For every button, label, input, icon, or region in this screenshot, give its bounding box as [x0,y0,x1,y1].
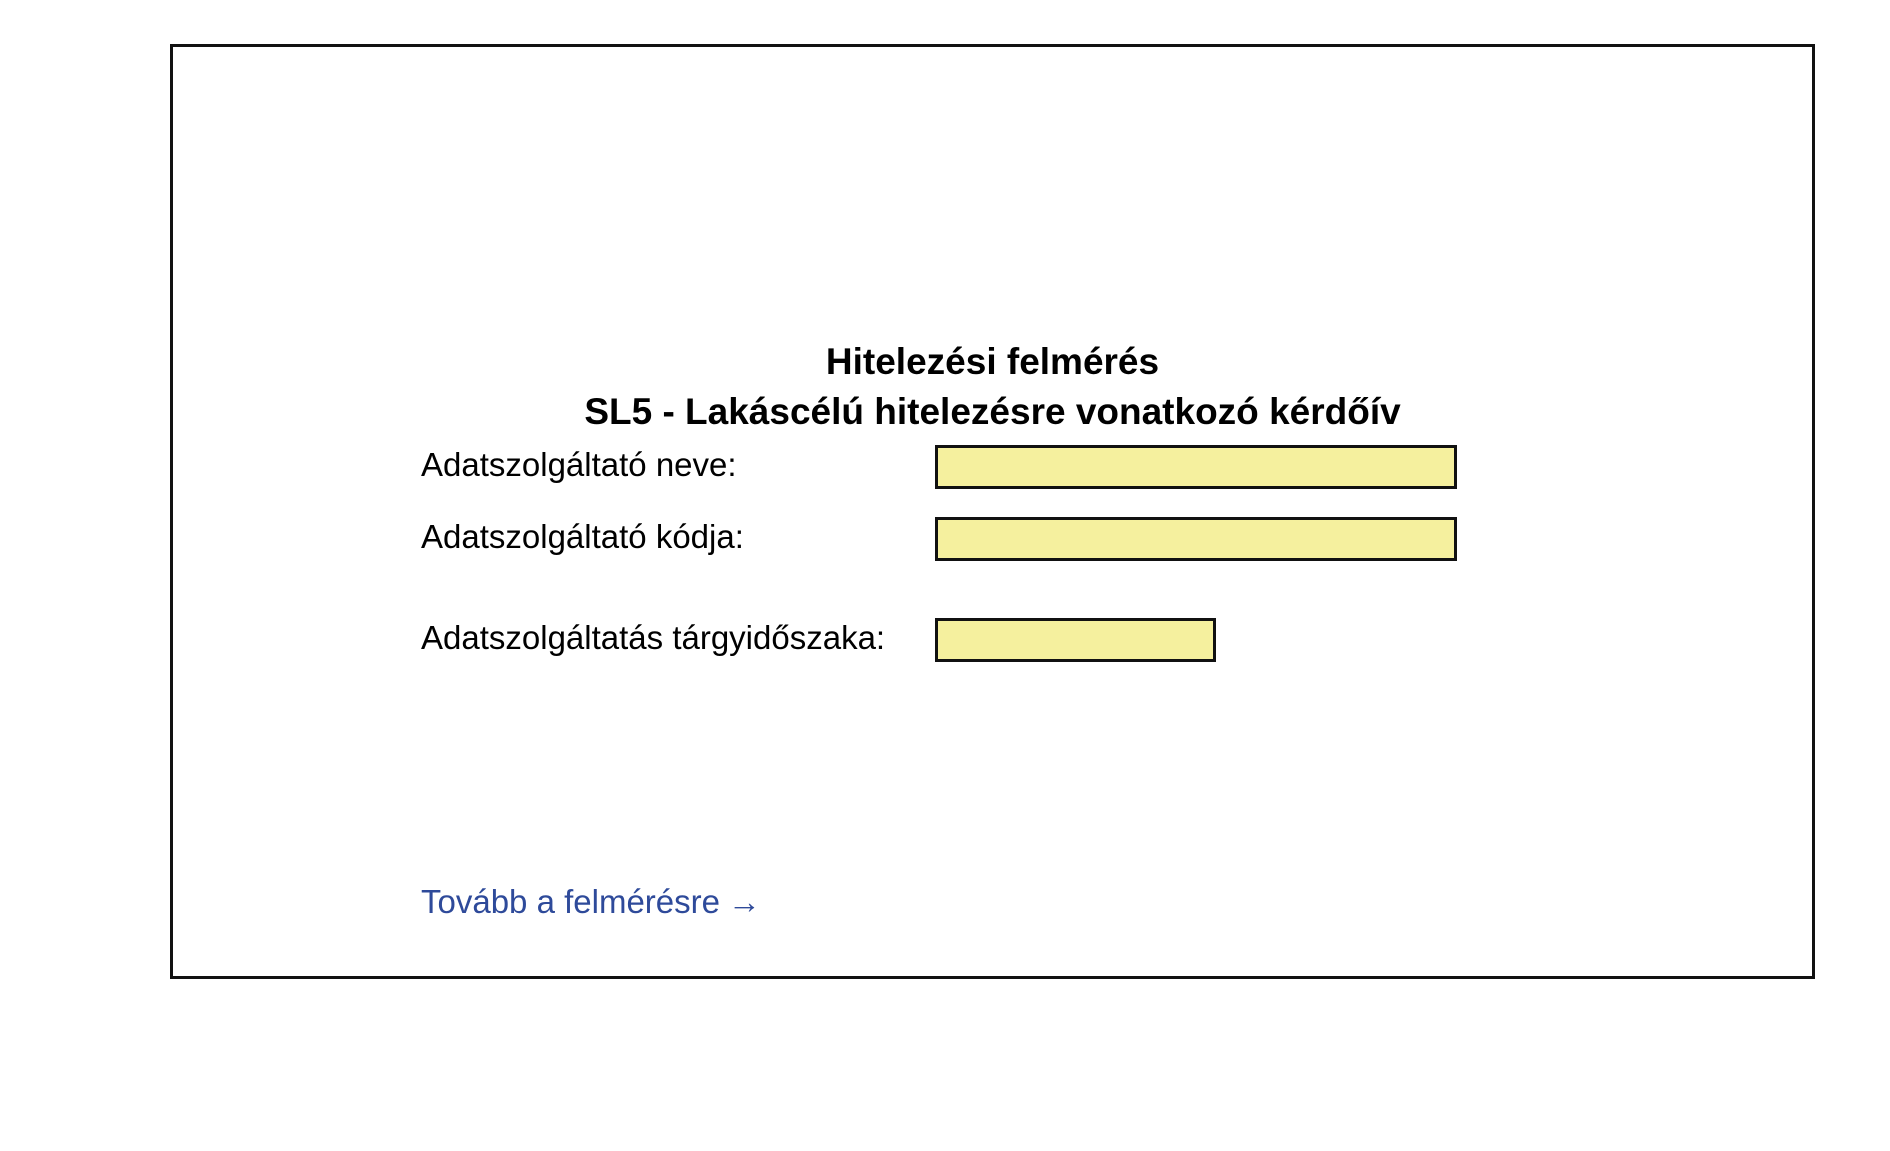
continue-link-label: Tovább a felmérésre [421,883,720,920]
continue-to-survey-link[interactable] [421,882,761,922]
provider-code-label: Adatszolgáltató kódja: [421,518,744,555]
survey-frame [170,44,1815,979]
provider-code-field[interactable] [935,517,1457,561]
provider-name-label: Adatszolgáltató neve: [421,446,737,483]
page-title [173,337,1812,437]
right-arrow-icon: → [727,883,761,920]
provider-code-input[interactable] [938,520,1454,558]
provider-name-input[interactable] [938,448,1454,486]
questionnaire-subtitle: SL5 - Lakáscélú hitelezésre vonatkozó kérdőív [584,391,1401,432]
reporting-period-input[interactable] [938,621,1213,659]
reporting-period-field[interactable] [935,618,1216,662]
provider-name-field[interactable] [935,445,1457,489]
survey-title: Hitelezési felmérés [825,341,1160,382]
reporting-period-label: Adatszolgáltatás tárgyidőszaka: [421,619,886,656]
